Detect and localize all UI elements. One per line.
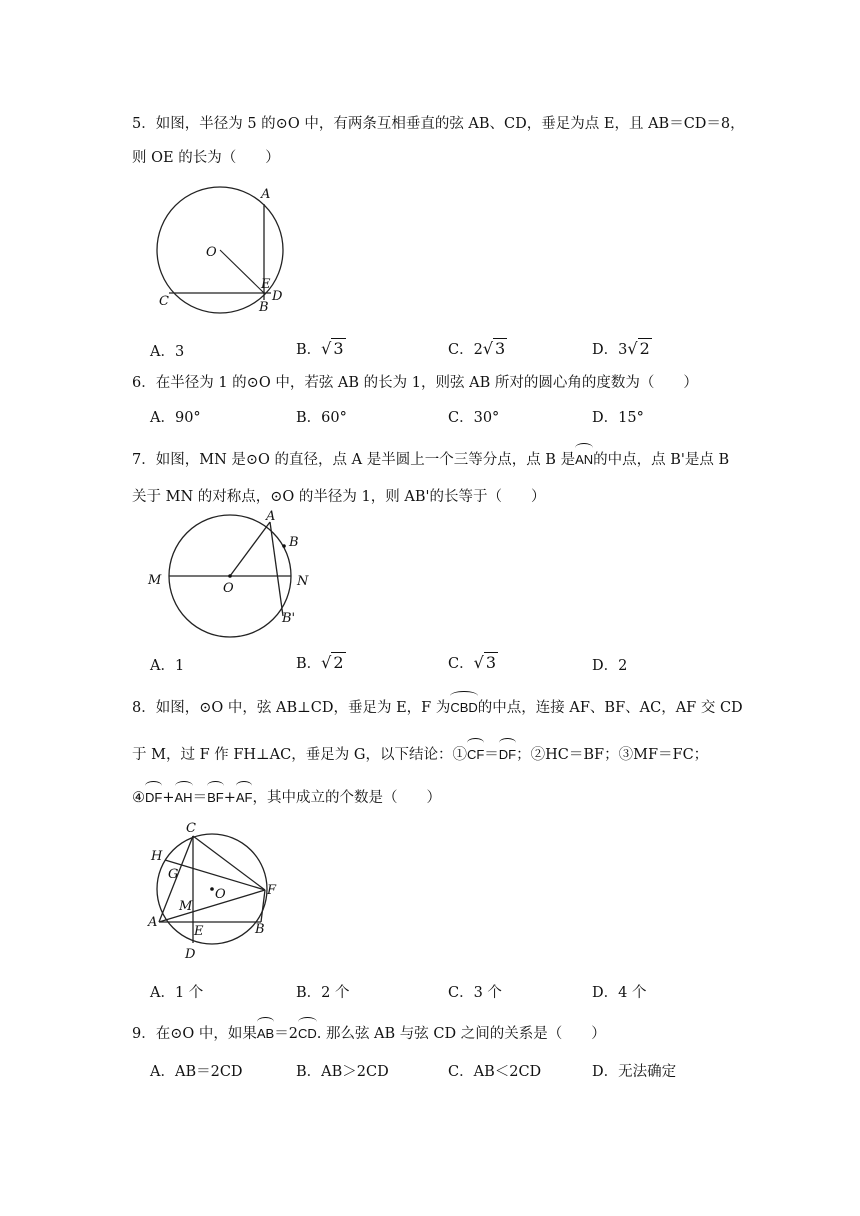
q5-option-b-prefix: B． (296, 342, 322, 358)
q5-option-a[interactable]: A．3 (150, 344, 185, 360)
q7-label-B: B (289, 535, 299, 550)
q5-option-c-radicand: 3 (495, 339, 506, 358)
q7-stem-line1 (132, 448, 729, 469)
sqrt-icon: √ (321, 339, 332, 358)
sqrt-icon: √ (482, 339, 494, 358)
q8-label-B: B (255, 922, 265, 937)
q8-stem-line3-part2: + (162, 790, 175, 806)
q6-option-a[interactable]: A．90° (150, 410, 201, 426)
q5-option-c[interactable] (448, 338, 507, 359)
q8-label-E: E (194, 924, 204, 939)
q9-stem-part2: ＝2 (274, 1026, 298, 1042)
q5-stem-line2: 则 OE 的长为（ ） (132, 150, 280, 166)
q5-label-C: C (159, 294, 169, 309)
q8-option-b[interactable]: B．2 个 (296, 985, 350, 1001)
arc-DF: DF (145, 790, 163, 805)
q8-stem-line2-part2: ＝ (484, 747, 499, 763)
q9-stem-part1: 9．在⊙O 中，如果 (132, 1026, 257, 1042)
q9-option-a[interactable]: A．AB＝2CD (150, 1064, 243, 1080)
q5-option-b-radicand: 3 (333, 339, 344, 358)
q9-option-b[interactable]: B．AB＞2CD (296, 1064, 389, 1080)
q7-stem-line1-part1: 7．如图，MN 是⊙O 的直径，点 A 是半圆上一个三等分点，点 B 是 (132, 452, 576, 468)
q8-label-M: M (179, 899, 193, 914)
sqrt-icon: √ (473, 653, 484, 672)
q8-label-F: F (267, 883, 277, 898)
q8-circle-figure (145, 818, 295, 968)
q8-stem-line3-part3: ＝ (192, 790, 208, 806)
q8-stem-line3 (132, 786, 441, 807)
q6-option-c[interactable]: C．30° (448, 410, 500, 426)
q8-stem-line2-part1: 于 M，过 F 作 FH⊥AC，垂足为 G，以下结论：① (132, 747, 467, 763)
q7-option-c-prefix: C． (448, 656, 474, 672)
q7-label-Bprime: B' (282, 611, 296, 626)
q6-option-b[interactable]: B．60° (296, 410, 347, 426)
q9-option-d[interactable]: D．无法确定 (592, 1064, 677, 1080)
q8-label-G: G (168, 867, 179, 882)
q9-stem-part3: . 那么弦 AB 与弦 CD 之间的关系是（ ） (316, 1026, 606, 1042)
q8-stem-line1-part2: 的中点，连接 AF、BF、AC，AF 交 CD (477, 700, 743, 716)
arc-CD: CD (297, 1026, 317, 1041)
q8-stem-line2-part3: ；②HC＝BF；③MF＝FC； (516, 747, 709, 763)
q8-option-d[interactable]: D．4 个 (592, 985, 647, 1001)
q7-label-N: N (297, 574, 309, 589)
q7-option-b[interactable] (296, 652, 346, 673)
q8-stem-line3-part1: ④ (132, 790, 145, 806)
q8-label-C: C (186, 821, 196, 836)
q7-label-A: A (266, 509, 276, 524)
q6-option-d[interactable]: D．15° (592, 410, 644, 426)
q8-stem-line1 (132, 696, 743, 717)
q5-label-B: B (259, 300, 269, 315)
arc-AB: AB (256, 1026, 275, 1041)
q8-label-D: D (185, 947, 196, 962)
q9-option-c[interactable]: C．AB＜2CD (448, 1064, 542, 1080)
q5-option-d[interactable] (592, 338, 652, 359)
q5-label-E: E (261, 277, 271, 292)
q8-option-a[interactable]: A．1 个 (150, 985, 204, 1001)
q8-stem-line2 (132, 743, 708, 764)
q5-stem-line1: 5．如图，半径为 5 的⊙O 中，有两条互相垂直的弦 AB、CD，垂足为点 E，且 AB＝CD＝8， (132, 116, 745, 132)
arc-BF: BF (207, 790, 224, 805)
arc-AH: AH (174, 790, 193, 805)
q8-stem-line3-part4: + (223, 790, 236, 806)
q7-option-b-prefix: B． (296, 656, 322, 672)
q7-stem-line2: 关于 MN 的对称点，⊙O 的半径为 1，则 AB'的长等于（ ） (132, 489, 546, 505)
q5-option-b[interactable] (296, 338, 346, 359)
q7-option-b-radicand: 2 (333, 653, 344, 672)
q8-label-O: O (215, 887, 226, 902)
arc-DF: DF (498, 747, 517, 762)
q8-label-A: A (148, 915, 158, 930)
arc-CF: CF (466, 747, 485, 762)
q7-option-a[interactable]: A．1 (150, 658, 185, 674)
arc-AF: AF (235, 790, 253, 805)
arc-CBD: CBD (450, 700, 478, 715)
q7-label-O: O (223, 581, 234, 596)
sqrt-icon: √ (321, 653, 332, 672)
q5-option-c-prefix: C．2 (448, 342, 483, 358)
q5-label-D: D (272, 289, 283, 304)
q8-option-c[interactable]: C．3 个 (448, 985, 502, 1001)
arc-AN: AN (575, 452, 594, 467)
sqrt-icon: √ (627, 339, 638, 358)
q5-circle-figure (145, 180, 305, 325)
q7-option-c-radicand: 3 (485, 653, 496, 672)
q7-label-M: M (148, 573, 162, 588)
q7-option-d[interactable]: D．2 (592, 658, 628, 674)
q8-stem-line1-part1: 8．如图，⊙O 中，弦 AB⊥CD，垂足为 E，F 为 (132, 700, 451, 716)
q8-stem-line3-part5: ，其中成立的个数是（ ） (252, 790, 441, 806)
q5-option-d-radicand: 2 (639, 339, 650, 358)
q8-label-H: H (151, 849, 163, 864)
q5-option-d-prefix: D．3 (592, 342, 628, 358)
q6-stem: 6．在半径为 1 的⊙O 中，若弦 AB 的长为 1，则弦 AB 所对的圆心角的度数为（ ） (132, 375, 698, 391)
q7-stem-line1-part2: 的中点，点 B'是点 B (593, 452, 730, 468)
q5-label-O: O (206, 245, 217, 260)
q9-stem (132, 1022, 606, 1043)
q7-circle-figure (140, 508, 320, 643)
q5-label-A: A (261, 187, 271, 202)
q7-option-c[interactable] (448, 652, 498, 673)
